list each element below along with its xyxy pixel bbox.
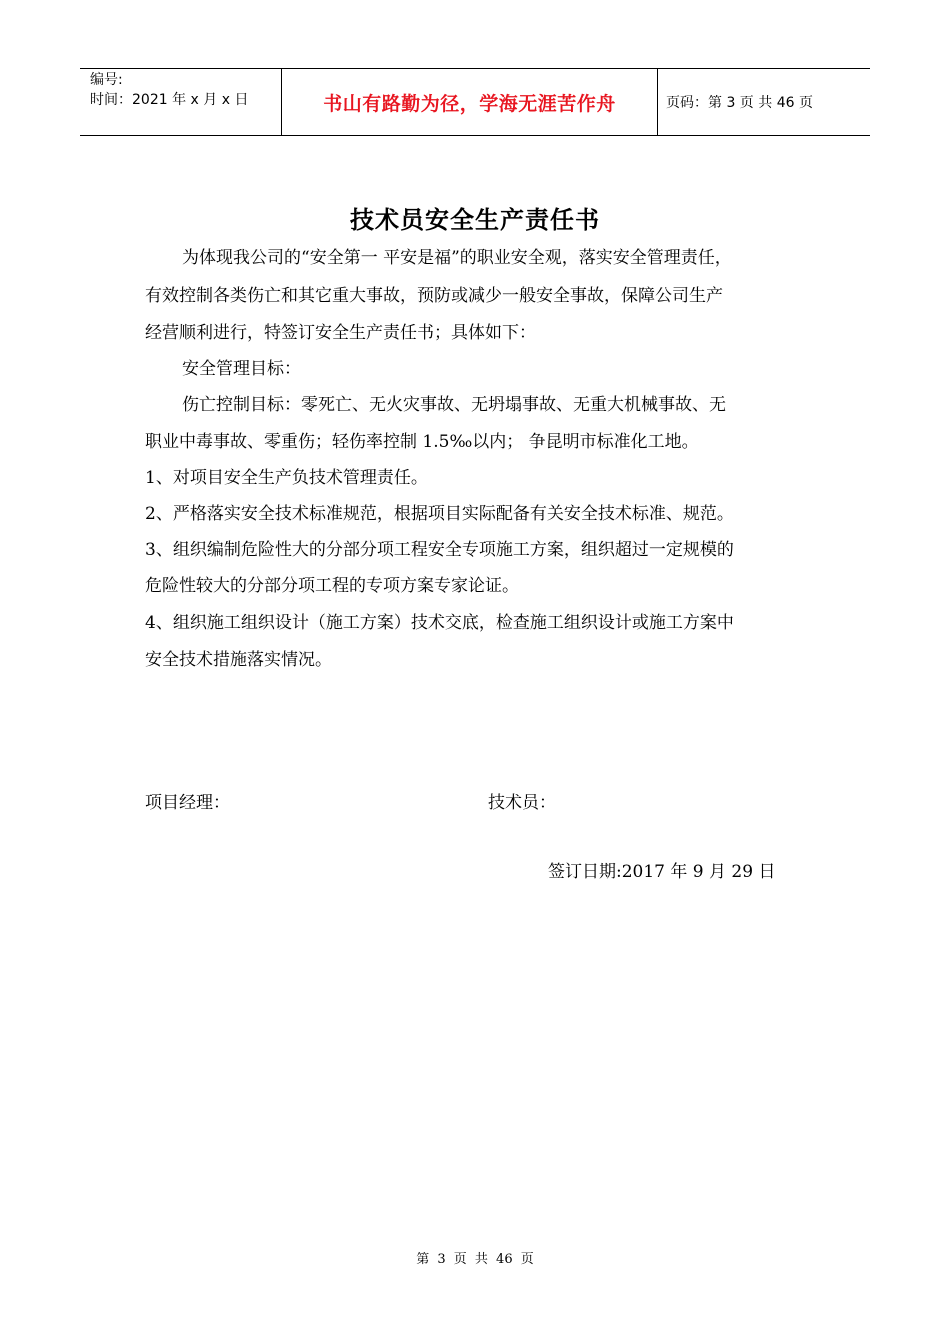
header-page-info: 页码：第 3 页 共 46 页	[666, 95, 813, 111]
document-time-label: 时间：2021 年 x 月 x 日	[90, 92, 249, 108]
page-header	[80, 68, 870, 136]
paragraph-line: 为体现我公司的“安全第一 平安是福”的职业安全观，落实安全管理责任，	[182, 248, 732, 268]
header-page-cell	[658, 69, 870, 135]
list-item-continuation: 安全技术措施落实情况。	[145, 650, 332, 670]
paragraph-line: 伤亡控制目标：零死亡、无火灾事故、无坍塌事故、无重大机械事故、无	[182, 395, 726, 415]
header-motto: 书山有路勤为径，学海无涯苦作舟	[323, 92, 616, 115]
header-left-cell	[80, 69, 281, 135]
sign-date: 签订日期:2017 年 9 月 29 日	[548, 862, 776, 882]
paragraph-line: 职业中毒事故、零重伤；轻伤率控制 1.5‰以内； 争昆明市标准化工地。	[145, 432, 699, 452]
technician-signature: 技术员：	[488, 793, 556, 813]
list-item: 4、组织施工组织设计（施工方案）技术交底，检查施工组织设计或施工方案中	[145, 613, 734, 633]
project-manager-signature: 项目经理：	[145, 793, 230, 813]
list-item: 1、对项目安全生产负技术管理责任。	[145, 468, 428, 488]
list-item-continuation: 危险性较大的分部分项工程的专项方案专家论证。	[145, 576, 519, 596]
document-number-label: 编号:	[90, 72, 123, 88]
paragraph-line: 经营顺利进行，特签订安全生产责任书；具体如下：	[145, 323, 536, 343]
list-item: 3、组织编制危险性大的分部分项工程安全专项施工方案，组织超过一定规模的	[145, 540, 734, 560]
page-footer: 第 3 页 共 46 页	[416, 1252, 534, 1267]
document-title: 技术员安全生产责任书	[350, 205, 600, 234]
list-item: 2、严格落实安全技术标准规范，根据项目实际配备有关安全技术标准、规范。	[145, 504, 734, 524]
paragraph-line: 有效控制各类伤亡和其它重大事故，预防或减少一般安全事故，保障公司生产	[145, 286, 723, 306]
header-motto-cell	[281, 69, 658, 135]
section-heading: 安全管理目标：	[182, 359, 301, 379]
